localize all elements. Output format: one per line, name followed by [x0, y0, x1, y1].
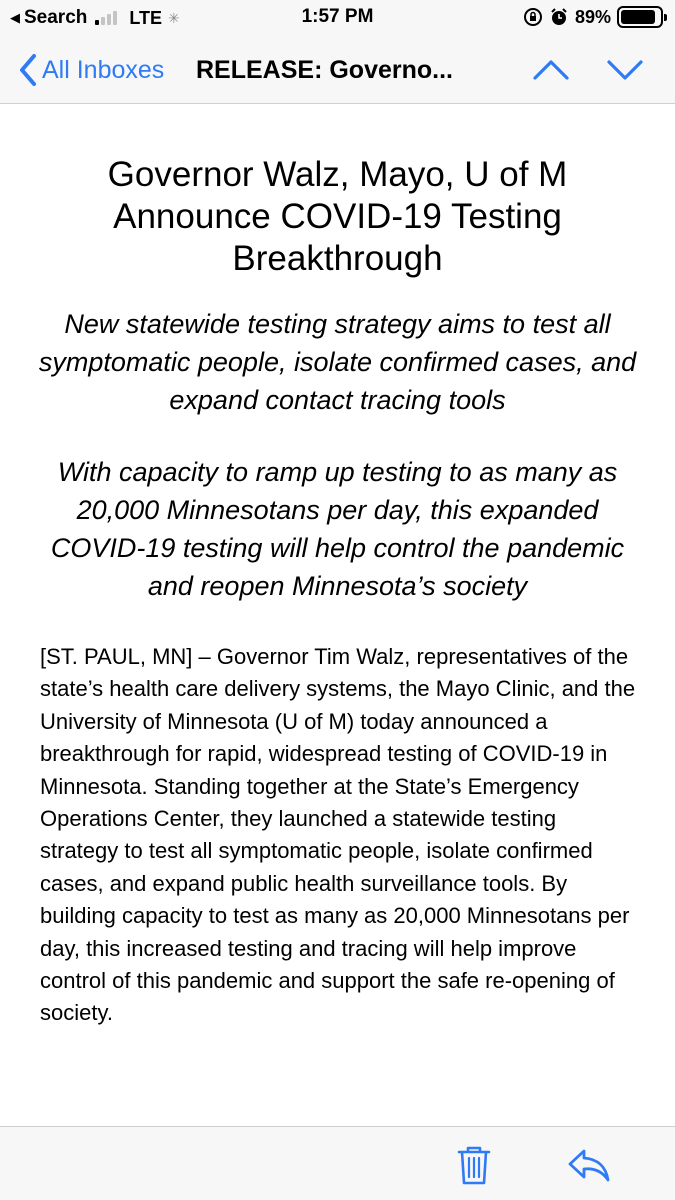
trash-icon [454, 1143, 494, 1187]
next-message-button[interactable] [605, 54, 645, 86]
chevron-up-icon [531, 54, 571, 86]
status-bar [0, 0, 675, 36]
press-release-body: [ST. PAUL, MN] – Governor Tim Walz, representatives of the state’s health care delivery systems, the Mayo Clinic, and the University of Minnesota (U of M) today announced a breakthrough for rapid, widespread testing of COVID-19 in Minnesota. Standing together at the State’s Emergency Operations Center, they launched a statewide testing strategy to test all symptomatic people, isolate confirmed cases, and expand public health surveillance tools. By building capacity to test as many as 20,000 Minnesotans per day, this increased testing and tracing will help improve control of this pandemic and support the safe re-opening of society. [40, 644, 636, 1026]
message-subject: RELEASE: Governo... [196, 56, 453, 84]
reply-button[interactable] [566, 1145, 612, 1185]
chevron-left-icon [18, 53, 38, 87]
email-body[interactable] [0, 104, 675, 1126]
alarm-clock-icon [549, 7, 569, 27]
status-time: 1:57 PM [301, 6, 374, 27]
battery-icon [617, 6, 663, 28]
all-inboxes-back-button[interactable] [18, 50, 164, 90]
status-right [523, 6, 663, 28]
network-type: LTE [129, 7, 163, 28]
battery-percent: 89% [574, 6, 611, 27]
delete-button[interactable] [454, 1143, 494, 1187]
reply-icon [566, 1145, 612, 1185]
message-navigation [531, 54, 645, 86]
back-to-app-icon[interactable]: ◀ [10, 10, 20, 25]
press-release-headline: Governor Walz, Mayo, U of M Announce COVID-19 Testing Breakthrough [107, 155, 568, 278]
press-release-subhead-1: New statewide testing strategy aims to test all symptomatic people, isolate confirmed cases, and expand contact tracing tools [38, 309, 637, 415]
chevron-down-icon [605, 54, 645, 86]
battery-fill [621, 10, 655, 24]
mail-nav-bar [0, 36, 675, 104]
previous-message-button[interactable] [531, 54, 571, 86]
activity-spinner-icon: ✳ [168, 9, 180, 26]
orientation-lock-icon [523, 7, 543, 27]
bottom-toolbar [0, 1126, 675, 1200]
press-release-subhead-2: With capacity to ramp up testing to as many as 20,000 Minnesotans per day, this expanded COVID-19 testing will help control the pandemic and reopen Minnesota’s society [50, 457, 625, 601]
back-button-label[interactable]: All Inboxes [42, 55, 165, 84]
back-to-app-label[interactable]: Search [24, 7, 88, 28]
